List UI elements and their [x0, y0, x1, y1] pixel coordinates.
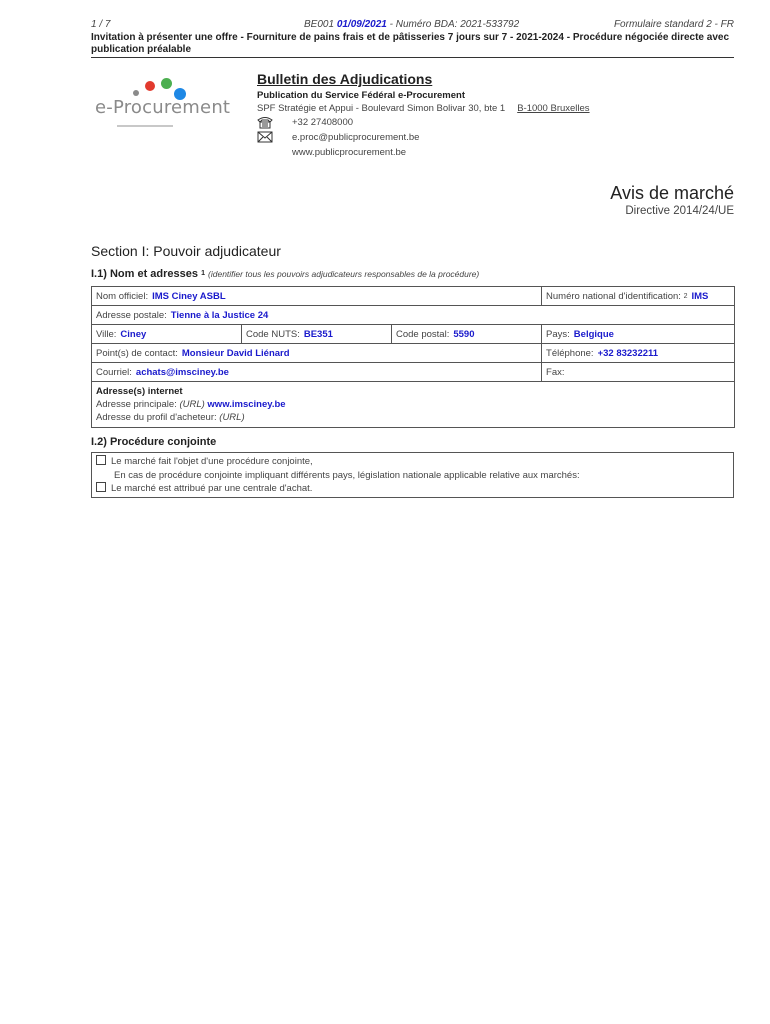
- logo-text: e-Procurement: [95, 97, 231, 118]
- logo-dot-red: [145, 81, 155, 91]
- notice-type-title: Avis de marché: [610, 183, 734, 203]
- main-address-row: [96, 398, 730, 411]
- notice-heading: [610, 182, 734, 219]
- notice-reference: [304, 19, 519, 31]
- internet-label: Adresse(s) internet: [96, 386, 183, 397]
- publisher-block: [257, 70, 737, 160]
- central-purchasing-label: Le marché est attribué par une centrale d'achat.: [111, 483, 313, 494]
- official-name-cell: [92, 287, 542, 306]
- publisher-email-link[interactable]: e.proc@publicprocurement.be: [292, 132, 420, 143]
- email-link[interactable]: achats@imsciney.be: [135, 366, 229, 378]
- contact-label: Point(s) de contact:: [96, 347, 178, 359]
- email-cell: [92, 363, 542, 382]
- subsection-title: I.1) Nom et adresses: [91, 268, 198, 280]
- section-title: Section I: Pouvoir adjudicateur: [91, 243, 281, 259]
- publisher-street: SPF Stratégie et Appui - Boulevard Simon Bolivar 30, bte 1: [257, 103, 506, 114]
- logo-dot-green: [161, 78, 172, 89]
- footnote-marker: 1: [201, 270, 205, 277]
- main-address-label: Adresse principale:: [96, 399, 177, 410]
- publication-date: 01/09/2021: [336, 19, 387, 30]
- postcode-cell: [392, 325, 542, 344]
- publisher-email-row: [257, 130, 737, 145]
- phone-cell: [542, 344, 735, 363]
- country-cell: [542, 325, 735, 344]
- phone-value: +32 83232211: [597, 347, 659, 359]
- nuts-label: Code NUTS:: [246, 328, 300, 340]
- fax-cell: [542, 363, 735, 382]
- subsection-name-addresses: [91, 267, 479, 281]
- logo-dot-grey: [133, 90, 139, 96]
- official-name-label: Nom officiel:: [96, 290, 149, 302]
- table-row: [92, 325, 735, 344]
- joint-procedure-checkbox[interactable]: [96, 455, 106, 465]
- notice-title: Invitation à présenter une offre - Fourniture de pains frais et de pâtisseries 7 jours sur 7 - 2021-2024 - Procédure négociée directe avec publication préalable: [91, 32, 734, 58]
- e-procurement-logo: [95, 78, 231, 133]
- phone-icon: [257, 116, 275, 129]
- buyer-profile-label: Adresse du profil d'acheteur:: [96, 412, 217, 423]
- publisher-phone-row: [257, 115, 737, 130]
- table-row: [92, 382, 735, 428]
- national-id-cell: [542, 287, 735, 306]
- table-row: [92, 363, 735, 382]
- page-number: 1 / 7: [91, 19, 111, 30]
- postal-address-value: Tienne à la Justice 24: [170, 309, 269, 321]
- logo-underline: [117, 125, 173, 127]
- form-type: Formulaire standard 2 - FR: [613, 19, 734, 30]
- postal-address-label: Adresse postale:: [96, 309, 167, 321]
- buyer-profile-row: [96, 411, 730, 424]
- main-address-link[interactable]: www.imsciney.be: [207, 399, 286, 410]
- joint-law-note: En cas de procédure conjointe impliquant différents pays, législation nationale applicable relative aux marchés:: [114, 470, 580, 481]
- national-id-label: Numéro national d'identification:: [546, 290, 681, 302]
- city-value: Ciney: [120, 328, 147, 340]
- notice-ref-prefix: BE001: [304, 19, 335, 30]
- national-id-value: IMS: [691, 290, 709, 302]
- internet-cell: [92, 382, 735, 428]
- publisher-web-row: [257, 145, 737, 160]
- central-purchasing-option: [96, 482, 312, 495]
- city-label: Ville:: [96, 328, 117, 340]
- postcode-label: Code postal:: [396, 328, 450, 340]
- table-row: [92, 306, 735, 325]
- country-value: Belgique: [573, 328, 614, 340]
- central-purchasing-checkbox[interactable]: [96, 482, 106, 492]
- fax-label: Fax:: [546, 366, 565, 378]
- url-tag: (URL): [219, 412, 245, 423]
- bulletin-title: Bulletin des Adjudications: [257, 71, 433, 87]
- table-row: [92, 287, 735, 306]
- publisher-phone: +32 27408000: [292, 117, 354, 128]
- envelope-icon: [257, 131, 275, 144]
- joint-procedure-option: [96, 455, 313, 468]
- nuts-value: BE351: [303, 328, 333, 340]
- footnote-marker: 2: [683, 292, 688, 300]
- bda-number: - Numéro BDA: 2021-533792: [389, 19, 520, 30]
- joint-procedure-label: Le marché fait l'objet d'une procédure conjointe,: [111, 456, 313, 467]
- nuts-cell: [242, 325, 392, 344]
- phone-label: Téléphone:: [546, 347, 594, 359]
- country-label: Pays:: [546, 328, 570, 340]
- postal-address-cell: [92, 306, 735, 325]
- publisher-website-link[interactable]: www.publicprocurement.be: [292, 147, 407, 158]
- city-cell: [92, 325, 242, 344]
- subsection-note: (identifier tous les pouvoirs adjudicateurs responsables de la procédure): [208, 269, 480, 279]
- publisher-address: [257, 102, 737, 115]
- subsection-joint-procurement: I.2) Procédure conjointe: [91, 436, 217, 448]
- table-row: [92, 344, 735, 363]
- contracting-authority-table: [91, 286, 735, 428]
- contact-value: Monsieur David Liénard: [181, 347, 290, 359]
- notice-directive: Directive 2014/24/UE: [625, 205, 734, 217]
- postcode-value: 5590: [453, 328, 475, 340]
- url-tag: (URL): [179, 399, 205, 410]
- email-label: Courriel:: [96, 366, 132, 378]
- bulletin-subtitle: Publication du Service Fédéral e-Procurement: [257, 90, 466, 101]
- official-name-value: IMS Ciney ASBL: [152, 290, 226, 302]
- joint-procurement-box: [91, 452, 734, 498]
- contact-cell: [92, 344, 542, 363]
- publisher-city: B-1000 Bruxelles: [517, 103, 590, 114]
